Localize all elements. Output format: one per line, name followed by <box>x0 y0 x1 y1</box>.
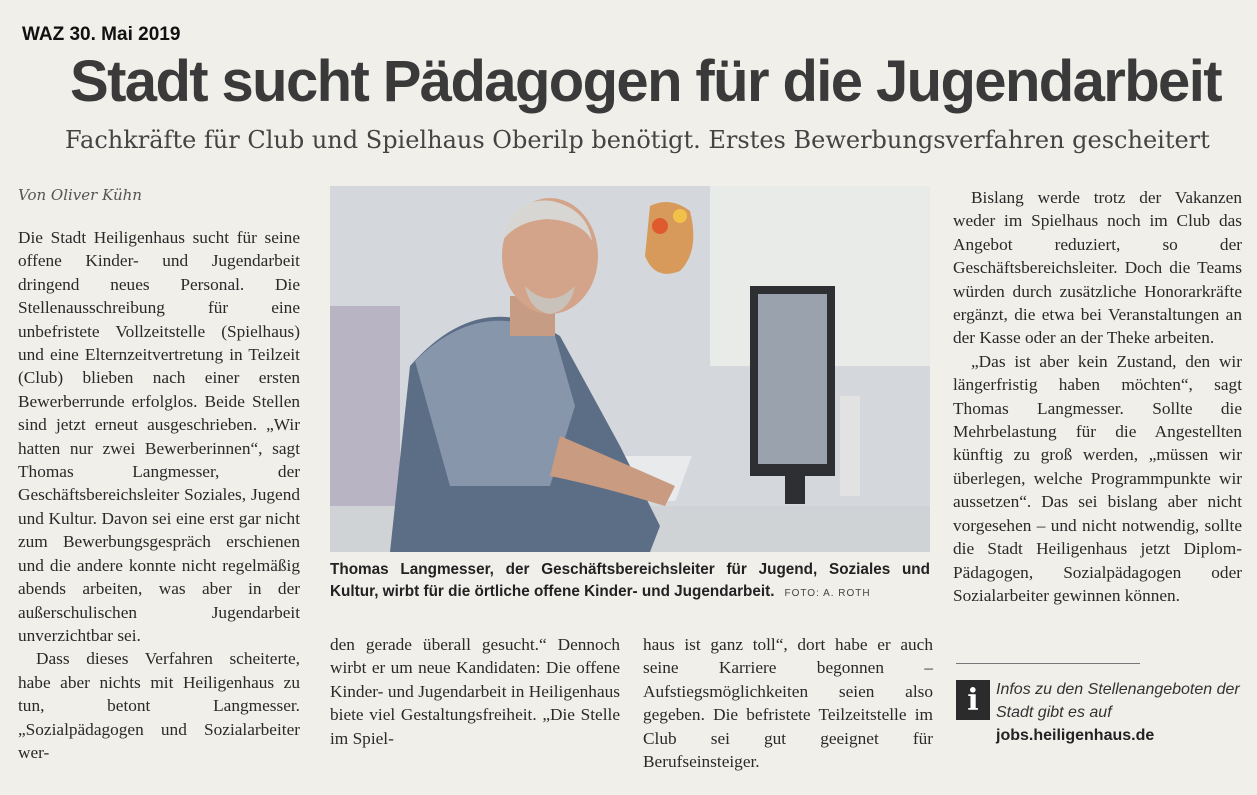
paragraph: Dass dieses Verfahren scheiterte, habe aber nichts mit Heiligenhaus zu tun, betont Langmesser. „Sozialpädagogen und Sozialarbeiter wer- <box>18 649 300 762</box>
info-divider <box>956 663 1140 664</box>
photo-caption <box>330 559 930 605</box>
info-text: Infos zu den Stellenangeboten der Stadt gibt es auf <box>996 681 1240 721</box>
info-icon: i <box>956 680 990 720</box>
paragraph: Bislang werde trotz der Vakanzen weder im Spielhaus noch im Club das Angebot reduziert, so der Geschäftsbereichsleiter. Doch die Teams würden durch zusätzliche Honorarkräfte ergänzt, die etwa bei Veranstaltungen an der Kasse oder an der Theke arbeiten. <box>953 188 1242 348</box>
subheadline: Fachkräfte für Club und Spielhaus Oberilp benötigt. Erstes Bewerbungsverfahren gescheitert <box>65 126 1210 154</box>
article-column-3 <box>643 633 933 773</box>
article-photo <box>330 186 930 552</box>
paragraph: Die Stadt Heiligenhaus sucht für seine offene Kinder- und Jugendarbeit dringend neues Personal. Die Stellenausschreibung für eine unbefristete Vollzeitstelle (Spielhaus) und eine Elternzeitvertretung in Teilzeit (Club) blieben nach einer ersten Bewerberrunde erfolglos. Beide Stellen sind jetzt erneut ausgeschrieben. „Wir hatten nur zwei Bewerberinnen“, sagt Thomas Langmesser, der Geschäftsbereichsleiter Soziales, Jugend und Kultur. Davon sei eine erst gar nicht zum Bewerbungsgespräch erschienen und die andere konnte nicht regelmäßig abends arbeiten, was aber in der außerschulischen Jugendarbeit unverzichtbar sei. <box>18 228 300 645</box>
paragraph: „Das ist aber kein Zustand, den wir längerfristig haben möchten“, sagt Thomas Langmesser. Sollte die Mehrbelastung für die Angestellten künftig zu groß werden, „müssen wir überlegen, welche Programmpunkte wir aussetzen“. Das sei bislang aber nicht vorgesehen – und nicht notwendig, sollte die Stadt Heiligenhaus jetzt Diplom-Pädagogen, Sozialpädagogen oder Sozialarbeiter gewinnen können. <box>953 351 1242 605</box>
article-column-2 <box>330 633 620 750</box>
headline: Stadt sucht Pädagogen für die Jugendarbeit <box>70 49 1221 114</box>
photo-credit: FOTO: A. ROTH <box>784 588 871 599</box>
byline: Von Oliver Kühn <box>18 186 142 204</box>
info-link[interactable]: jobs.heiligenhaus.de <box>996 727 1155 744</box>
caption-text: Thomas Langmesser, der Geschäftsbereichsleiter für Jugend, Soziales und Kultur, wirbt für die örtliche offene Kinder- und Jugendarbeit. <box>330 561 930 600</box>
info-note <box>996 678 1246 747</box>
article-column-1 <box>18 226 300 764</box>
source-label: WAZ 30. Mai 2019 <box>22 24 181 45</box>
photo-illustration <box>330 186 930 552</box>
article-column-4 <box>953 186 1242 607</box>
paragraph: haus ist ganz toll“, dort habe er auch seine Karriere begonnen – Aufstiegsmöglichkeiten seien also gegeben. Die befristete Teilzeitstelle im Club sei gut geeignet für Berufseinsteiger. <box>643 635 933 772</box>
paragraph: den gerade überall gesucht.“ Dennoch wirbt er um neue Kandidaten: Die offene Kinder- und Jugendarbeit in Heiligenhaus biete viel Gestaltungsfreiheit. „Die Stelle im Spiel- <box>330 635 620 748</box>
